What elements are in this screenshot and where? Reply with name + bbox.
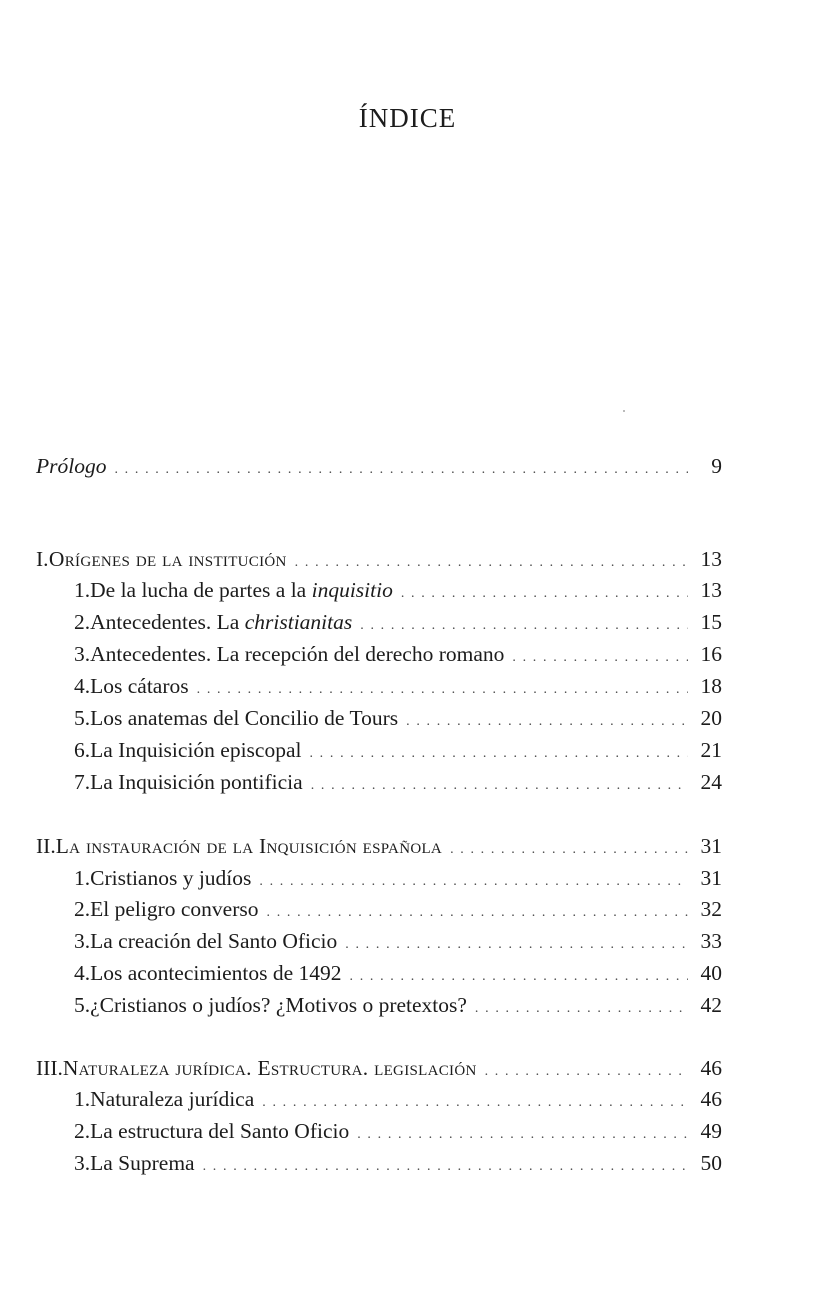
dot-leader: [450, 835, 688, 865]
toc-section: [74, 1116, 722, 1146]
page-title: ÍNDICE: [358, 103, 457, 133]
section-title: La estructura del Santo Oficio: [90, 1119, 350, 1143]
toc-section: [74, 639, 722, 669]
entry-label: Prólogo: [36, 454, 107, 478]
toc-section: [74, 863, 722, 893]
chapter-number: II.: [36, 834, 56, 858]
dot-leader: [401, 579, 688, 609]
section-title: Antecedentes. La recepción del derecho romano: [90, 642, 505, 666]
section-number: 2.: [74, 610, 91, 634]
toc-section: [74, 767, 722, 797]
page-number: 42: [700, 993, 722, 1017]
section-number: 1.: [74, 1087, 91, 1111]
section-number: 2.: [74, 897, 91, 921]
page-number: 21: [700, 738, 722, 762]
dot-leader: [512, 643, 688, 673]
section-title: Los cátaros: [90, 674, 189, 698]
page-number: 9: [711, 454, 722, 478]
dot-leader: [350, 962, 689, 992]
dot-leader: [309, 739, 688, 769]
toc-section: [74, 1084, 722, 1114]
dot-leader: [197, 675, 688, 705]
page-number: 31: [700, 866, 722, 890]
page-number: 31: [700, 834, 722, 858]
page-number: 40: [700, 961, 722, 985]
section-number: 3.: [74, 1151, 91, 1175]
toc-chapter-2: [36, 831, 722, 861]
section-title: La Inquisición episcopal: [90, 738, 302, 762]
section-title: Los acontecimientos de 1492: [90, 961, 342, 985]
toc-section: [74, 607, 722, 637]
toc-section: [74, 703, 722, 733]
chapter-number: I.: [36, 547, 49, 571]
toc-section: [74, 1148, 722, 1178]
page-number: 46: [700, 1056, 722, 1080]
section-title: ¿Cristianos o judíos? ¿Motivos o pretextos?: [90, 993, 467, 1017]
dot-leader: [345, 930, 688, 960]
toc-section: [74, 958, 722, 988]
section-title: El peligro converso: [90, 897, 259, 921]
page-number: 13: [700, 547, 722, 571]
page-number: 18: [700, 674, 722, 698]
section-title: La Inquisición pontificia: [90, 770, 303, 794]
section-title: La Suprema: [90, 1151, 195, 1175]
page-number: 15: [700, 610, 722, 634]
section-number: 7.: [74, 770, 91, 794]
toc-section: [74, 735, 722, 765]
chapter-title: La instauración de la Inquisición española: [55, 834, 443, 858]
toc-section: [74, 926, 722, 956]
dot-leader: [114, 455, 688, 485]
toc-section: [74, 671, 722, 701]
dot-leader: [406, 707, 688, 737]
section-number: 3.: [74, 929, 91, 953]
section-title: Naturaleza jurídica: [90, 1087, 255, 1111]
page-number: 46: [700, 1087, 722, 1111]
dot-leader: [267, 898, 689, 928]
page-number: 33: [700, 929, 722, 953]
dot-leader: [311, 771, 688, 801]
chapter-number: III.: [36, 1056, 63, 1080]
dot-leader: [357, 1120, 688, 1150]
section-number: 6.: [74, 738, 91, 762]
section-number: 5.: [74, 993, 91, 1017]
section-number: 4.: [74, 674, 91, 698]
page-number: 24: [700, 770, 722, 794]
dot-leader: [259, 867, 688, 897]
section-number: 4.: [74, 961, 91, 985]
dot-leader: [360, 611, 688, 641]
scan-speck: [623, 410, 625, 412]
dot-leader: [203, 1152, 688, 1182]
chapter-title: Orígenes de la institución: [48, 547, 287, 571]
section-number: 2.: [74, 1119, 91, 1143]
section-number: 1.: [74, 866, 91, 890]
section-title: Antecedentes. La christianitas: [90, 610, 353, 634]
toc-section: [74, 894, 722, 924]
toc-section: [74, 575, 722, 605]
section-title: Los anatemas del Concilio de Tours: [90, 706, 399, 730]
toc-section: [74, 990, 722, 1020]
section-title: Cristianos y judíos: [90, 866, 252, 890]
toc-chapter-1: [36, 544, 722, 574]
section-number: 5.: [74, 706, 91, 730]
chapter-title: Naturaleza jurídica. Estructura. legislación: [62, 1056, 477, 1080]
dot-leader: [262, 1088, 688, 1118]
toc-chapter-3: [36, 1053, 722, 1083]
page-number: 16: [700, 642, 722, 666]
page-number: 49: [700, 1119, 722, 1143]
section-title: La creación del Santo Oficio: [90, 929, 338, 953]
page-number: 32: [700, 897, 722, 921]
dot-leader: [475, 994, 688, 1024]
dot-leader: [295, 548, 688, 578]
toc-entry-prologue: [36, 451, 722, 481]
section-number: 3.: [74, 642, 91, 666]
section-title: De la lucha de partes a la inquisitio: [90, 578, 393, 602]
page-number: 20: [700, 706, 722, 730]
page-number: 13: [700, 578, 722, 602]
dot-leader: [485, 1057, 688, 1087]
section-number: 1.: [74, 578, 91, 602]
page-number: 50: [700, 1151, 722, 1175]
